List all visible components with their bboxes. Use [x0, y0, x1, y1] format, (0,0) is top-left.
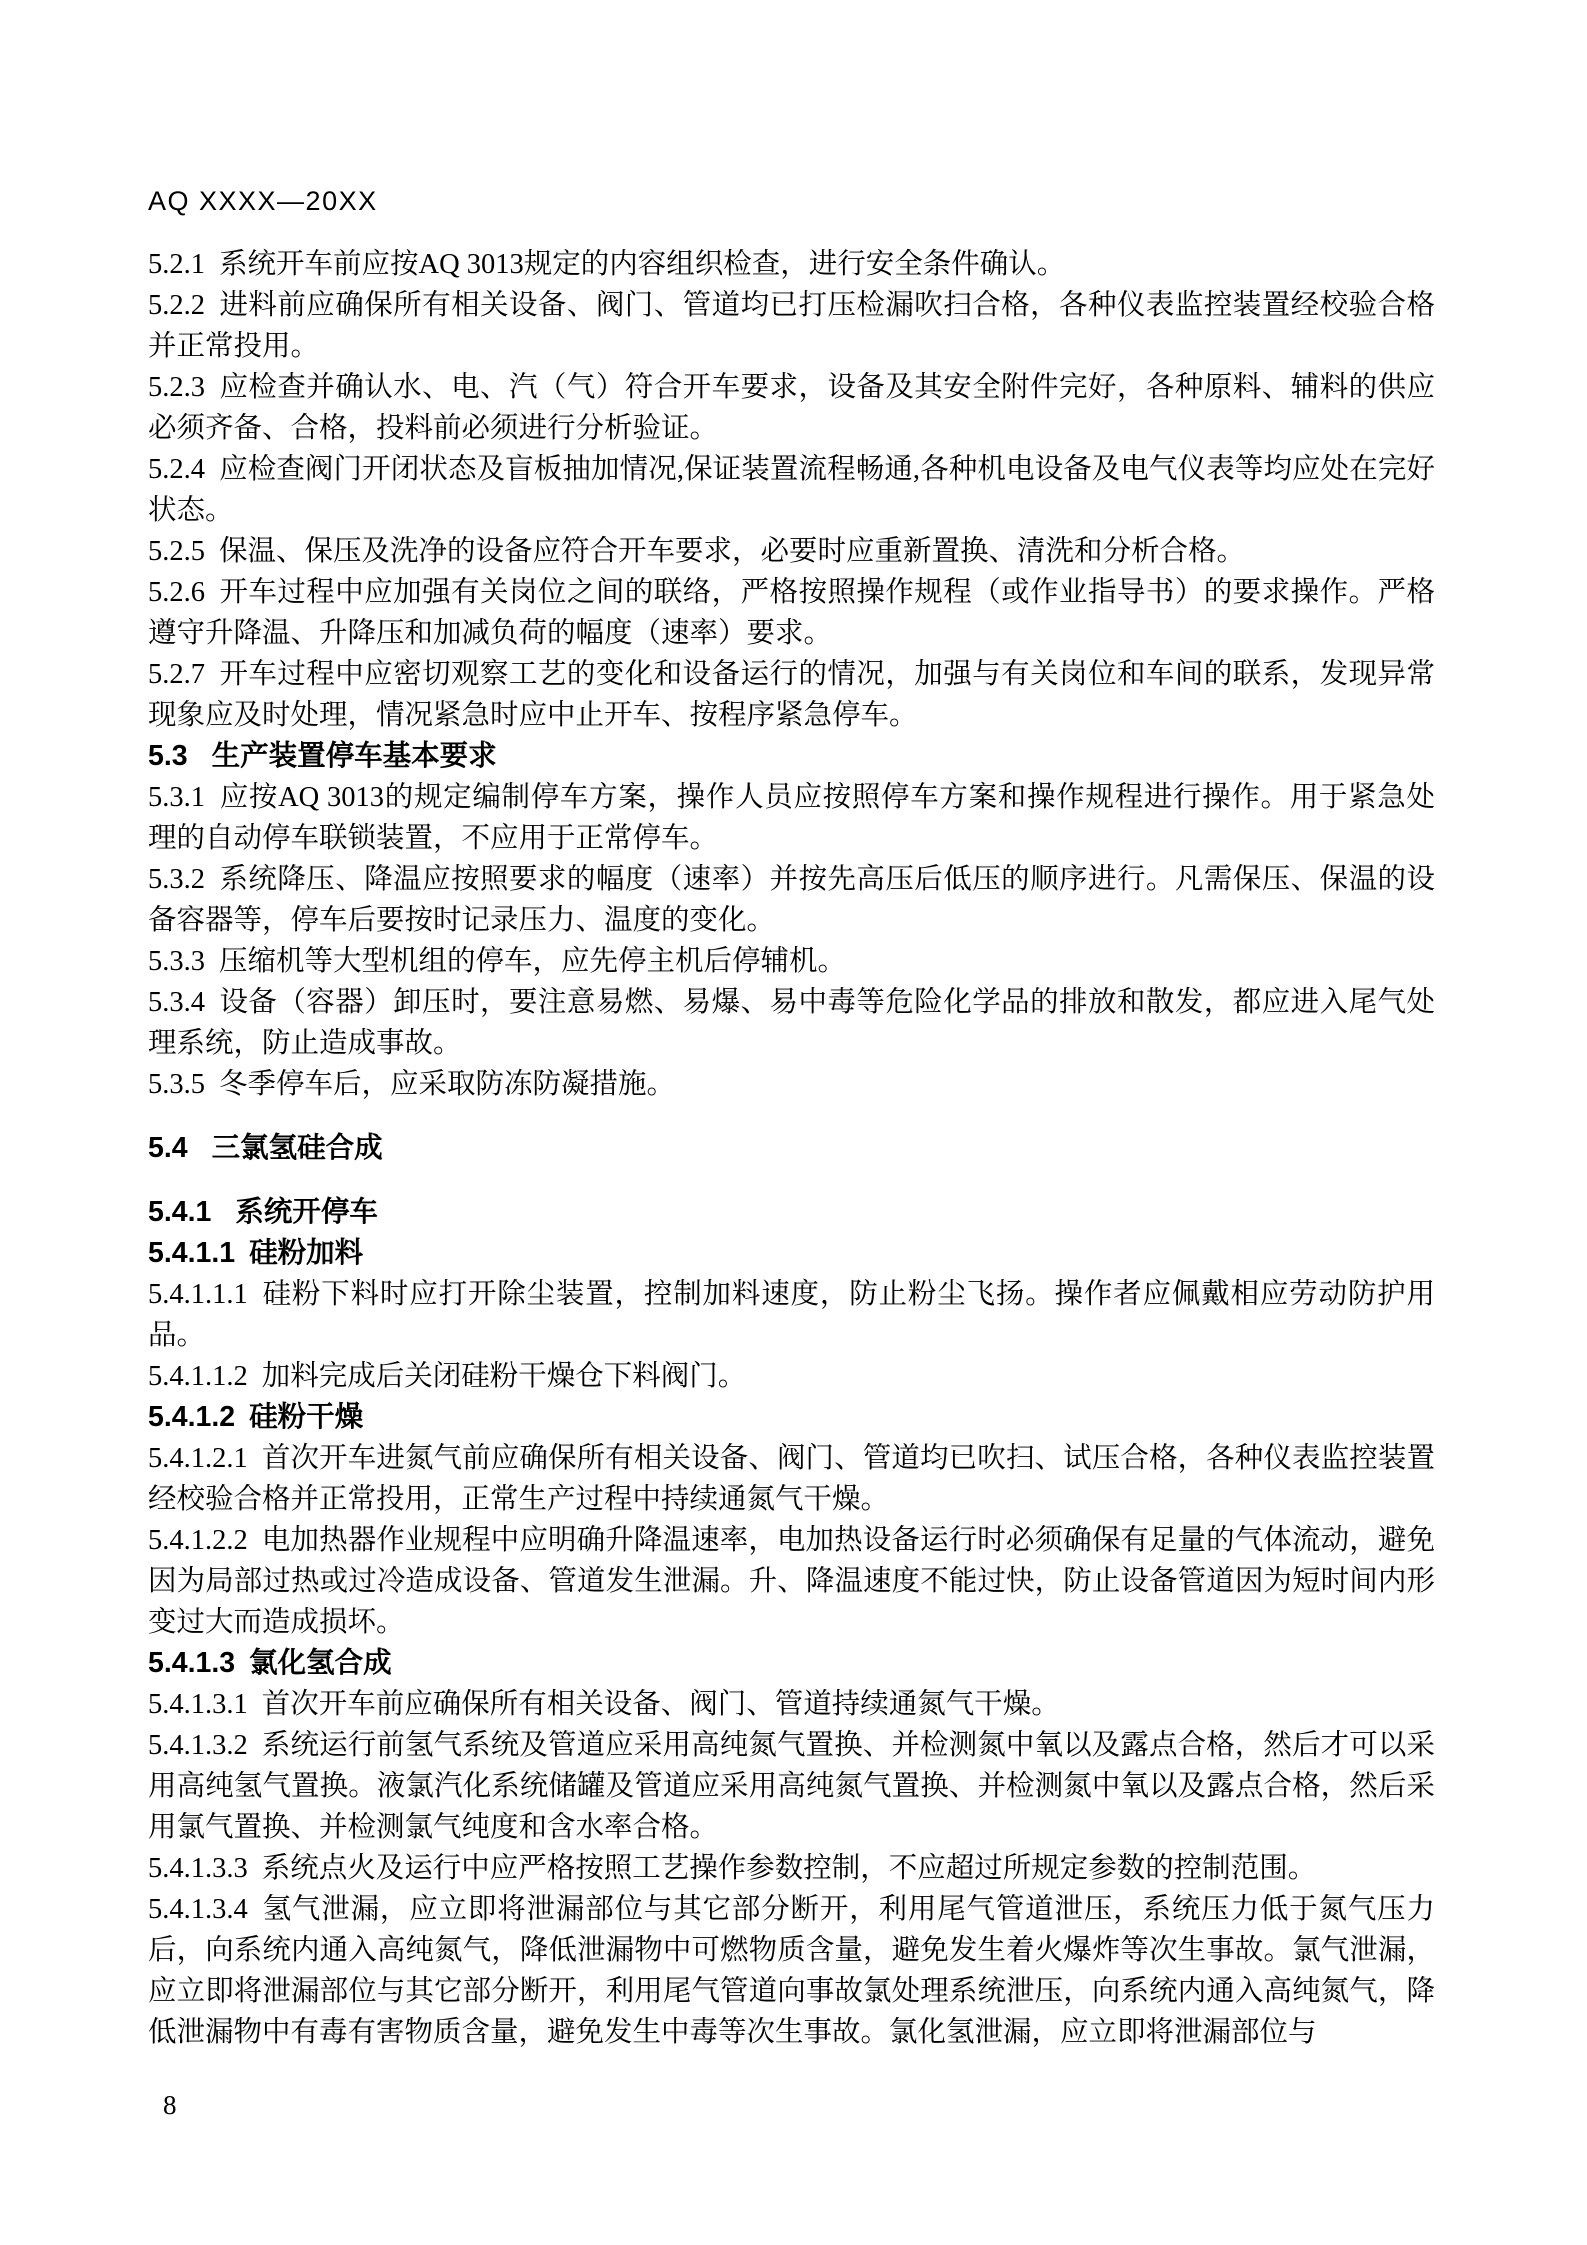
clause-text: 电加热器作业规程中应明确升降温速率，电加热设备运行时必须确保有足量的气体流动，避免因为局部过热或过冷造成设备、管道发生泄漏。升、降温速度不能过快，防止设备管道因为短时间内形变过大而造成损坏。	[148, 1525, 1435, 1638]
clause-number: 5.3	[148, 740, 188, 772]
clause-text: 应按AQ 3013的规定编制停车方案，操作人员应按照停车方案和操作规程进行操作。用于紧急处理的自动停车联锁装置，不应用于正常停车。	[148, 782, 1435, 854]
clause-paragraph	[148, 982, 1435, 1064]
section-heading	[148, 1233, 1435, 1274]
clause-paragraph	[148, 654, 1435, 736]
section-heading	[148, 1397, 1435, 1438]
clause-number: 5.4.1.1.2	[148, 1361, 248, 1392]
clause-text: 系统点火及运行中应严格按照工艺操作参数控制，不应超过所规定参数的控制范围。	[261, 1853, 1317, 1884]
clause-text: 系统开停车	[235, 1196, 378, 1228]
clause-paragraph	[148, 531, 1435, 572]
clause-paragraph	[148, 1848, 1435, 1889]
clause-number: 5.4.1.3.1	[148, 1689, 248, 1720]
clause-number: 5.4.1.1	[148, 1237, 236, 1269]
clause-number: 5.3.1	[148, 782, 205, 813]
clause-paragraph	[148, 1438, 1435, 1520]
clause-number: 5.2.6	[148, 577, 205, 608]
clause-number: 5.4.1	[148, 1196, 212, 1228]
clause-number: 5.2.7	[148, 659, 205, 690]
clause-number: 5.4.1.3.3	[148, 1853, 248, 1884]
clause-number: 5.2.5	[148, 536, 205, 567]
clause-paragraph	[148, 244, 1435, 285]
clause-number: 5.4.1.3.4	[148, 1894, 248, 1925]
clause-paragraph	[148, 1520, 1435, 1643]
clause-number: 5.4.1.2.2	[148, 1525, 248, 1556]
clause-text: 开车过程中应加强有关岗位之间的联络，严格按照操作规程（或作业指导书）的要求操作。严格遵守升降温、升降压和加减负荷的幅度（速率）要求。	[148, 577, 1435, 649]
clause-text: 保温、保压及洗净的设备应符合开车要求，必要时应重新置换、清洗和分析合格。	[219, 536, 1246, 567]
clause-paragraph	[148, 1274, 1435, 1356]
section-heading	[148, 1128, 1435, 1169]
document-header-code: AQ XXXX—20XX	[148, 186, 378, 216]
clause-text: 氢气泄漏，应立即将泄漏部位与其它部分断开，利用尾气管道泄压，系统压力低于氮气压力后，向系统内通入高纯氮气，降低泄漏物中可燃物质含量，避免发生着火爆炸等次生事故。氯气泄漏，应立即将泄漏部位与其它部分断开，利用尾气管道向事故氯处理系统泄压，向系统内通入高纯氮气，降低泄漏物中有毒有害物质含量，避免发生中毒等次生事故。氯化氢泄漏，应立即将泄漏部位与	[148, 1894, 1435, 2048]
clause-text: 生产装置停车基本要求	[211, 740, 497, 772]
clause-text: 冬季停车后，应采取防冻防凝措施。	[219, 1069, 676, 1100]
clause-number: 5.4.1.3	[148, 1647, 236, 1679]
clause-number: 5.2.4	[148, 454, 205, 485]
clause-text: 系统开车前应按AQ 3013规定的内容组织检查，进行安全条件确认。	[219, 249, 1066, 280]
clause-number: 5.4	[148, 1132, 188, 1164]
clause-text: 加料完成后关闭硅粉干燥仓下料阀门。	[261, 1361, 747, 1392]
clause-number: 5.3.4	[148, 987, 205, 1018]
clause-paragraph	[148, 859, 1435, 941]
clause-paragraph	[148, 449, 1435, 531]
clause-text: 三氯氢硅合成	[211, 1132, 383, 1164]
clause-paragraph	[148, 1356, 1435, 1397]
clause-number: 5.4.1.1.1	[148, 1279, 248, 1310]
clause-number: 5.2.3	[148, 372, 205, 403]
clause-text: 开车过程中应密切观察工艺的变化和设备运行的情况，加强与有关岗位和车间的联系，发现异常现象应及时处理，情况紧急时应中止开车、按程序紧急停车。	[148, 659, 1435, 731]
clause-text: 设备（容器）卸压时，要注意易燃、易爆、易中毒等危险化学品的排放和散发，都应进入尾气处理系统，防止造成事故。	[148, 987, 1435, 1059]
clause-paragraph	[148, 285, 1435, 367]
section-heading	[148, 1192, 1435, 1233]
clause-text: 压缩机等大型机组的停车，应先停主机后停辅机。	[219, 946, 847, 977]
clause-text: 系统运行前氢气系统及管道应采用高纯氮气置换、并检测氮中氧以及露点合格，然后才可以采用高纯氢气置换。液氯汽化系统储罐及管道应采用高纯氮气置换、并检测氮中氧以及露点合格，然后采用氯气置换、并检测氯气纯度和含水率合格。	[148, 1730, 1435, 1843]
clause-number: 5.4.1.2	[148, 1401, 236, 1433]
clause-text: 首次开车前应确保所有相关设备、阀门、管道持续通氮气干燥。	[261, 1689, 1060, 1720]
clause-text: 系统降压、降温应按照要求的幅度（速率）并按先高压后低压的顺序进行。凡需保压、保温的设备容器等，停车后要按时记录压力、温度的变化。	[148, 864, 1435, 936]
clause-paragraph	[148, 1889, 1435, 2053]
clause-paragraph	[148, 1684, 1435, 1725]
clause-number: 5.3.2	[148, 864, 205, 895]
clause-number: 5.2.2	[148, 290, 205, 321]
clause-paragraph	[148, 572, 1435, 654]
section-heading	[148, 736, 1435, 777]
clause-paragraph	[148, 367, 1435, 449]
clause-text: 首次开车进氮气前应确保所有相关设备、阀门、管道均已吹扫、试压合格，各种仪表监控装置经校验合格并正常投用，正常生产过程中持续通氮气干燥。	[148, 1443, 1435, 1515]
clause-text: 应检查并确认水、电、汽（气）符合开车要求，设备及其安全附件完好，各种原料、辅料的供应必须齐备、合格，投料前必须进行分析验证。	[148, 372, 1435, 444]
clause-paragraph	[148, 1064, 1435, 1105]
clause-number: 5.4.1.3.2	[148, 1730, 248, 1761]
clause-number: 5.2.1	[148, 249, 205, 280]
clause-number: 5.4.1.2.1	[148, 1443, 248, 1474]
clause-paragraph	[148, 777, 1435, 859]
clause-text: 硅粉加料	[249, 1237, 364, 1269]
clause-text: 应检查阀门开闭状态及盲板抽加情况,保证装置流程畅通,各种机电设备及电气仪表等均应处在完好状态。	[148, 454, 1435, 526]
section-heading	[148, 1643, 1435, 1684]
clause-text: 硅粉干燥	[249, 1401, 364, 1433]
clause-number: 5.3.3	[148, 946, 205, 977]
clause-number: 5.3.5	[148, 1069, 205, 1100]
clause-paragraph	[148, 1725, 1435, 1848]
document-body	[148, 244, 1435, 2053]
clause-text: 进料前应确保所有相关设备、阀门、管道均已打压检漏吹扫合格，各种仪表监控装置经校验合格并正常投用。	[148, 290, 1435, 362]
page-number: 8	[163, 2090, 177, 2120]
clause-text: 硅粉下料时应打开除尘装置，控制加料速度，防止粉尘飞扬。操作者应佩戴相应劳动防护用品。	[148, 1279, 1435, 1351]
clause-paragraph	[148, 941, 1435, 982]
clause-text: 氯化氢合成	[249, 1647, 392, 1679]
